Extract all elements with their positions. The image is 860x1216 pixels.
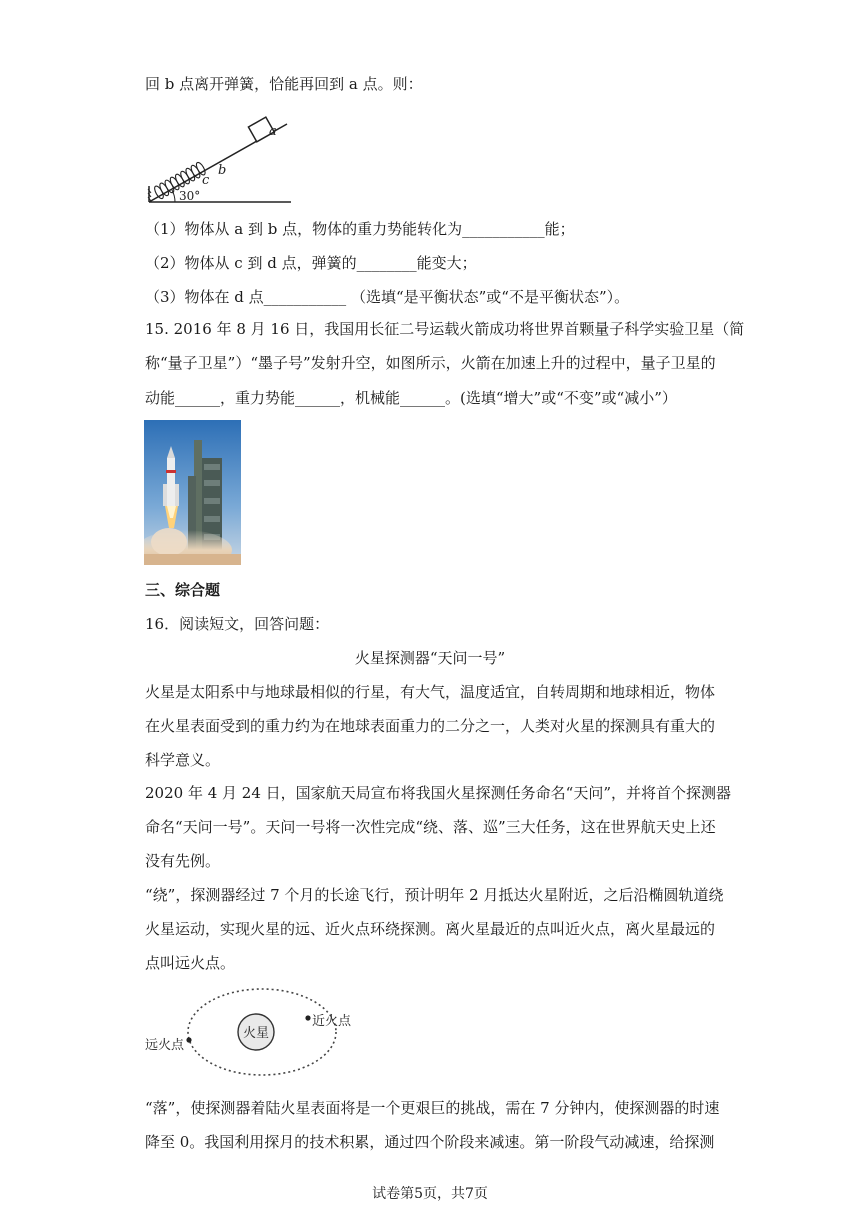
far-point-label: 远火点 [145, 1038, 185, 1053]
problem-15-line-3: 动能______，重力势能______，机械能______。(选填“增大”或“不变”或“减小”） [145, 389, 677, 407]
planet-label: 火星 [242, 1026, 270, 1041]
mars-orbit-diagram [144, 985, 364, 1080]
paragraph-3-line-3: 点叫远火点。 [145, 954, 236, 972]
paragraph-4-line-2: 降至 0。我国利用探月的技术积累，通过四个阶段来减速。第一阶段气动减速，给探测 [145, 1133, 715, 1151]
near-point-label: 近火点 [312, 1014, 352, 1029]
paragraph-1-line-3: 科学意义。 [145, 751, 221, 769]
paragraph-1-line-2: 在火星表面受到的重力约为在地球表面重力的二分之一，人类对火星的探测具有重大的 [145, 717, 716, 735]
paragraph-3-line-1: “绕”，探测器经过 7 个月的长途飞行，预计明年 2 月抵达火星附近，之后沿椭圆轨道绕 [145, 886, 724, 904]
paragraph-2-line-3: 没有先例。 [145, 852, 221, 870]
near-point-marker [305, 1015, 310, 1020]
label-a: a [269, 124, 277, 139]
problem-16-intro: 16．阅读短文，回答问题： [145, 615, 330, 633]
question-3: （3）物体在 d 点___________ （选填“是平衡状态”或“不是平衡状态”）。 [145, 288, 630, 306]
incline-spring-figure [145, 102, 295, 206]
paragraph-4-line-1: “落”，使探测器着陆火星表面将是一个更艰巨的挑战，需在 7 分钟内，使探测器的时速 [145, 1099, 720, 1117]
paragraph-2-line-2: 命名“天问一号”。天问一号将一次性完成“绕、落、巡”三大任务，这在世界航天史上还 [145, 818, 716, 836]
question-2: （2）物体从 c 到 d 点，弹簧的________能变大； [145, 254, 477, 272]
label-c: c [202, 173, 210, 188]
section-heading: 三、综合题 [145, 581, 221, 599]
problem-15-line-1: 15. 2016 年 8 月 16 日，我国用长征二号运载火箭成功将世界首颗量子科学实验卫星（简 [145, 320, 745, 338]
rocket-launch-photo [144, 420, 241, 565]
page-footer: 试卷第5页，共7页 [372, 1186, 488, 1202]
label-b: b [218, 163, 227, 178]
article-title: 火星探测器“天问一号” [354, 649, 506, 667]
paragraph-2-line-1: 2020 年 4 月 24 日，国家航天局宣布将我国火星探测任务命名“天问”，并将首个探测器 [145, 784, 731, 802]
paragraph-3-line-2: 火星运动，实现火星的远、近火点环绕探测。离火星最近的点叫近火点，离火星最远的 [145, 920, 716, 938]
text-line: 回 b 点离开弹簧，恰能再回到 a 点。则： [145, 75, 423, 93]
question-1: （1）物体从 a 到 b 点，物体的重力势能转化为___________能； [145, 220, 575, 238]
far-point-marker [186, 1037, 191, 1042]
paragraph-1-line-1: 火星是太阳系中与地球最相似的行星，有大气，温度适宜，自转周期和地球相近，物体 [145, 683, 716, 701]
problem-15-line-2: 称“量子卫星”）“墨子号”发射升空，如图所示，火箭在加速上升的过程中，量子卫星的 [145, 354, 716, 372]
label-angle: 30° [179, 189, 201, 203]
